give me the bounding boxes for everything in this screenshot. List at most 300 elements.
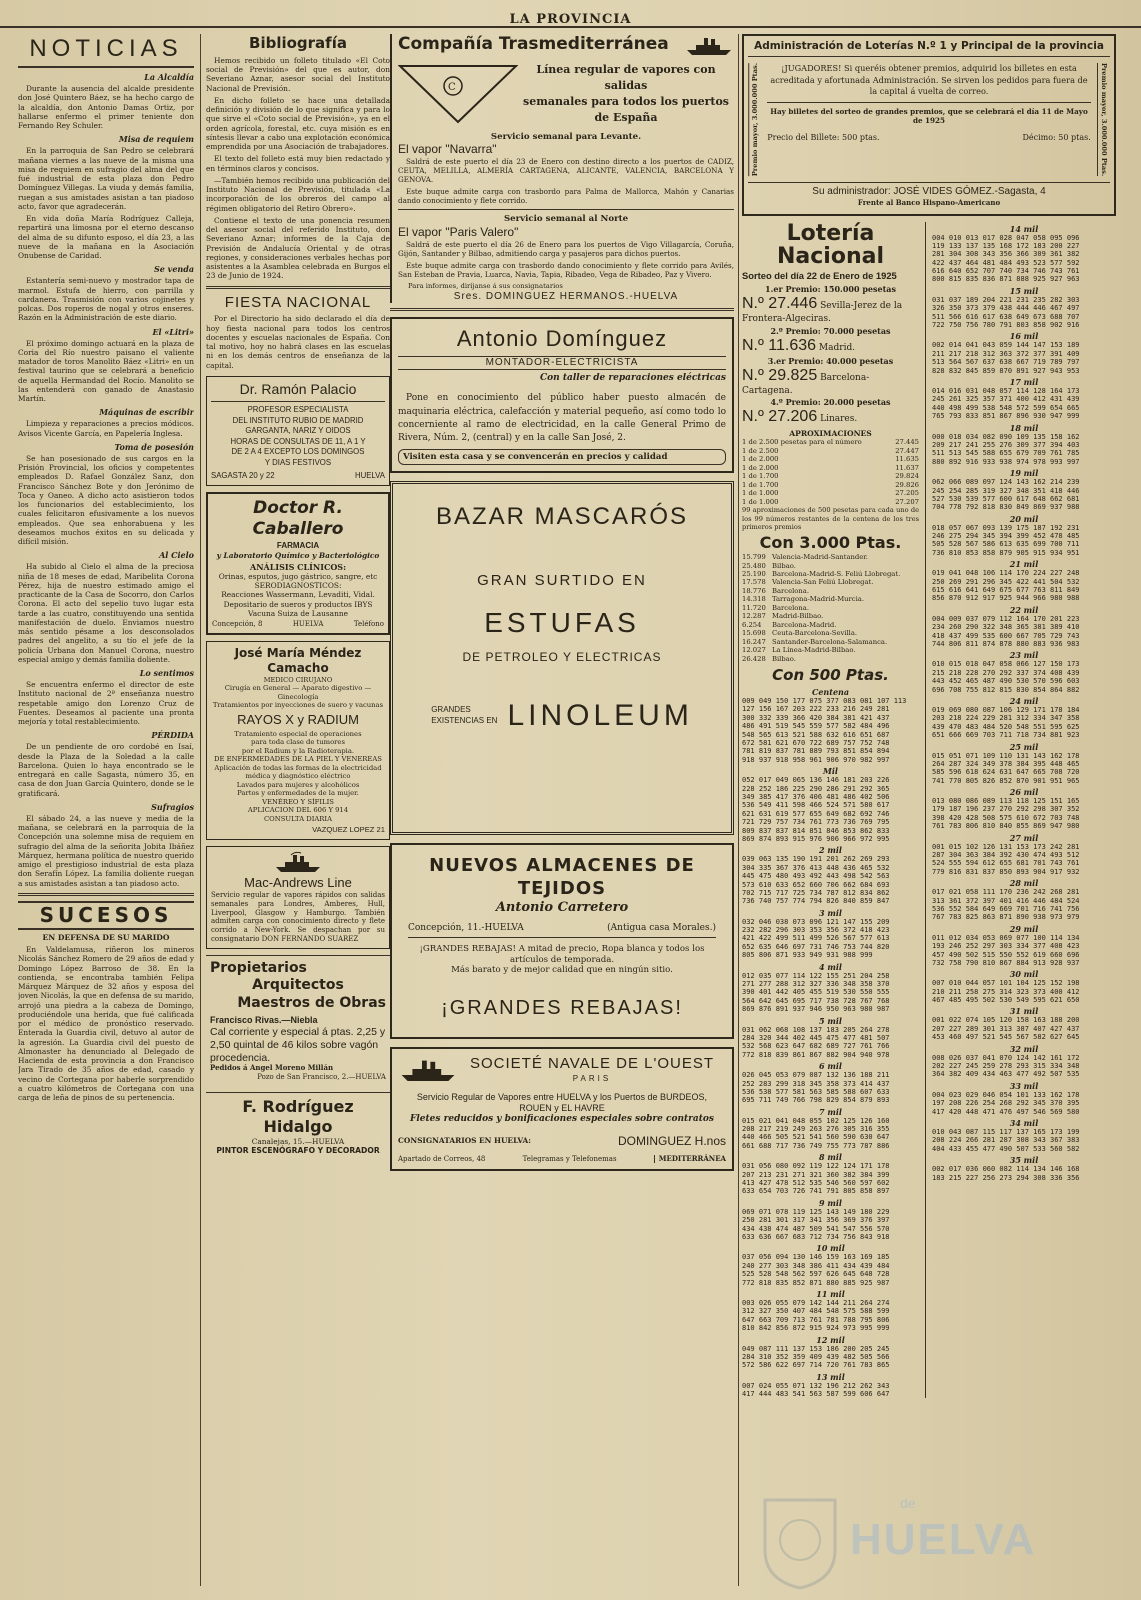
caballero-line: SERODIAGNOSTICOS: [254, 581, 342, 591]
lottery-number-row: 767 783 825 863 871 890 938 973 979 [932, 913, 1080, 922]
con3000-places: La Línea-Madrid-Bilbao. [772, 646, 856, 655]
lottery-number-row: 548 565 613 521 588 632 616 651 687 [742, 730, 890, 739]
lottery-number-row: 696 708 755 812 815 830 854 864 882 [932, 685, 1080, 694]
con3000-number: 18.776 [742, 586, 766, 595]
aproximacion-desc: 1 de 2.000 [742, 463, 779, 472]
aproximacion-desc: 1 de 2.500 [742, 446, 779, 455]
lottery-number-row: 208 224 266 281 287 308 343 367 383 [932, 1136, 1080, 1145]
divider [398, 209, 734, 210]
thousand-label: 17 mil [1009, 377, 1039, 387]
lottery-number-row: 203 218 224 229 281 312 334 347 358 [932, 714, 1080, 723]
mendez-line: VENÉREO Y SÍFILIS [262, 797, 334, 806]
con3000-row [742, 553, 919, 561]
thousand-label: 15 mil [1009, 285, 1039, 296]
lottery-number-row: 019 041 048 106 114 170 224 227 248 [932, 569, 1080, 578]
lottery-number-row: 015 051 071 109 110 131 143 162 178 [932, 751, 1080, 760]
news-text: Ha subido al Cielo el alma de la preciosa niña de 18 meses de edad, Maribelita Corona Pérez, hija de nuestro estimado amigo el practicante de la Casa de Socorro, don Carlos Corona. El acto del sepelio tuvo lugar esta tarde a las cuatro, constituyendo una sentida manifestación de duelo. Enviamos nuestro más sentido pésame a los desconsolados padres del angelito, a su tío el jefe de la policía Urbana don Manuel Corona, nuestro especial amigo y demás familia doliente. [18, 562, 194, 664]
news-text: Limpieza y reparaciones a precios módicos. Avisos Vicente García, en Papelería Inglesa. [18, 419, 194, 438]
pennant-flag-icon [398, 64, 518, 124]
lottery-number-row: 422 437 464 481 484 493 523 577 592 [932, 258, 1080, 267]
lottery-number-row: 246 275 294 345 394 399 452 478 485 [932, 532, 1080, 541]
lottery-number-row: 616 640 652 707 740 734 746 743 761 [932, 267, 1080, 276]
trasme-norte-text: Saldrá de este puerto el día 26 de Enero para los puertos de Vigo Villagarcía, Coruña, Gijón, Santander y Bilbao, admitiendo carga y pasajeros para dichos puertos. [398, 240, 734, 259]
tejidos-old: (Antigua casa Morales.) [607, 922, 716, 933]
lottery-number-row: 304 335 367 376 413 448 436 465 532 [742, 863, 890, 872]
hidalgo-trade: PINTOR ESCENÓGRAFO Y DECORADOR [216, 1145, 380, 1155]
lottery-number-row: 004 023 029 046 054 101 133 162 178 [932, 1090, 1080, 1099]
thousand-label: 8 mil [819, 1152, 842, 1163]
thousand-label: 7 mil [819, 1106, 842, 1117]
admin-text: ¡JUGADORES! Si queréis obtener premios, adquirid los billetes en esta acreditada y afortunada Administración. Se sirven los pedidos para fuera de la capital á vuelta de correo. [770, 63, 1088, 97]
lottery-number-row: 032 046 038 073 096 121 147 155 209 [742, 917, 890, 926]
con3000-row [742, 655, 919, 663]
lottery-number-row: 208 217 219 249 263 276 305 316 355 [742, 1125, 890, 1134]
lottery-number-row: 062 066 089 097 124 143 162 214 239 [932, 478, 1080, 487]
lottery-number-row: 228 252 186 225 290 286 291 292 365 [742, 784, 890, 793]
con3000-row [742, 604, 919, 612]
lottery-number-row: 536 552 584 649 669 701 716 741 756 [932, 904, 1080, 913]
tejidos-sale-text: ¡GRANDES REBAJAS! A mitad de precio, Ropa blanca y todos los artículos de temporada. [419, 943, 705, 965]
steamship-icon [273, 851, 323, 873]
fiesta-title: FIESTA NACIONAL [224, 293, 372, 311]
lottery-number-row: 004 010 013 017 028 047 058 095 096 [932, 233, 1080, 242]
navale-mediterranea: MEDITERRÁNEA [654, 1155, 726, 1164]
trasme-consignee: Sres. DOMINGUEZ HERMANOS.-HUELVA [453, 290, 679, 302]
con3000-places: Santander-Barcelona-Salamanca. [772, 637, 888, 646]
macandrews-name: Mac-Andrews Line [244, 874, 352, 890]
lottery-number-row: 511 513 545 588 655 679 709 761 785 [932, 449, 1080, 458]
svg-text:C: C [448, 81, 456, 93]
trasme-slogan [518, 62, 734, 126]
lottery-number-row: 527 530 539 577 600 617 648 662 681 [932, 494, 1080, 503]
thousand-label: 13 mil [816, 1371, 845, 1382]
thousand-label: Mil [823, 766, 838, 777]
con3000-number: 12.287 [742, 612, 766, 621]
fiesta-text: Por el Directorio ha sido declarado el día de hoy fiesta nacional para todos los centros docentes y escuelas nacionales de España. Con tal motivo, hoy no habrá clases en las escuelas ni en los demás centros de enseñanza de la capital. [206, 314, 390, 370]
ad-nuevos-almacenes [390, 843, 734, 1039]
sucesos-text: En Valdelamusa, riñeron los mineros Nicolás Sánchez Romero de 29 años de edad y Domingo López Barroso de 38. En la contienda, se encontraba también Felipa Márquez Márquez de 32 años y esposa del joven Nicolás, la que en defensa de su marido, arrojó una piedra a la cabeza de Domingo, produciéndole una herida, que fué calificada por el médico de pronóstico reservado. Enterada la Guardia civil, detuvo al autor de la agresión. La Guardia civil del puesto de Almonaster ha denunciado al Delegado de Hacienda de esta provincia a don Francisco Jara Tirado de 35 años de edad, casado y vecino de Cortegana por haberle sorprendido a cuatro kilómetros de Cortegana con una carga de leña de pinos de su pertenencia. [18, 945, 194, 1103]
lottery-number-row: 026 045 053 079 087 132 136 188 211 [742, 1071, 890, 1080]
mendez-line: Aplicación de todas las formas de la electricidad médica y diagnóstico eléctrico [214, 763, 382, 781]
caballero-city: HUELVA [292, 620, 324, 629]
column-ads [390, 34, 734, 1586]
lottery-number-row: 505 528 567 586 613 635 699 700 711 [932, 540, 1080, 549]
lottery-number-row: 250 281 301 317 341 356 369 376 397 [742, 1216, 890, 1225]
lottery-number-row: 621 631 619 577 655 649 682 692 746 [742, 809, 890, 818]
con3000-row [742, 562, 919, 570]
lottery-number-row: 695 711 749 766 798 829 854 879 893 [742, 1096, 890, 1105]
propietarios-seller: Francisco Rivas.—Niebla [210, 1015, 318, 1026]
trasme-slogan-line: de España [594, 110, 658, 124]
lottery-number-row: 264 287 324 349 378 384 395 448 465 [932, 759, 1080, 768]
mendez-line: por el Radium y la Radioterapia. [241, 746, 355, 755]
palacio-city: HUELVA [354, 471, 385, 481]
news-text: Estantería semi-nuevo y mostrador tapa de marmol. Estufa de hierro, con parrilla y cardanera. Trasmisión con varios cojinetes y polcas. Dos roperos de nogal y otros enseres. Razón en la Administración de este diario. [18, 276, 194, 323]
lottery-number-row: 012 035 077 114 122 155 251 204 258 [742, 971, 890, 980]
lottery-number-row: 009 049 150 177 075 377 083 081 107 113 [742, 697, 907, 706]
lottery-number-row: 019 069 080 087 106 129 171 178 184 [932, 705, 1080, 714]
premio1-city: Sevilla-Jerez de la Frontera-Algeciras. [742, 301, 903, 325]
propietarios-address: Pozo de San Francisco, 2.—HUELVA [257, 1072, 386, 1081]
caballero-name: Doctor R. Caballero [252, 498, 344, 540]
navale-consignee: DOMINGUEZ H.nos [617, 1133, 726, 1148]
mendez-line: Cirugía en General — Aparato digestivo — Ginecología [224, 684, 372, 701]
thousand-label: 31 mil [1009, 1006, 1039, 1017]
lottery-number-row: 193 246 252 297 303 334 377 408 423 [932, 942, 1080, 951]
thousand-label: 12 mil [816, 1334, 845, 1345]
trasme-slogan-line: semanales para todos los puertos [523, 94, 729, 108]
con3000-row [742, 595, 919, 603]
con3000-row [742, 570, 919, 578]
mendez-rayos: RAYOS X y RADIUM [237, 711, 359, 727]
news-text: En la parroquia de San Pedro se celebrará mañana viernes a las nueve de la misma una misa de requiem en sufragio del alma del que fué industrial de esta plaza don Pedro Domínguez Villegas. La viuda y demás familia, ruegan a sus amistades asistan a tan piadoso acto, favor que agradecerán. [18, 146, 194, 211]
lottery-number-row: 069 071 078 119 125 143 149 180 229 [742, 1207, 890, 1216]
aproximacion-desc: 1 de 1.700 [742, 480, 779, 489]
lottery-number-row: 003 026 055 079 142 144 211 264 274 [742, 1298, 890, 1307]
con3000-places: Tarragona-Madrid-Murcia. [772, 595, 864, 604]
trasme-slogan-line: Línea regular de vapores con salidas [536, 63, 716, 92]
propietarios-orders: Pedidos á Angel Moreno Millán [210, 1063, 334, 1073]
lottery-number-row: 049 087 111 137 153 186 200 205 245 [742, 1344, 890, 1353]
lottery-number-row: 421 422 499 511 499 526 567 577 613 [742, 934, 890, 943]
thousand-label: 35 mil [1009, 1155, 1039, 1166]
thousand-label: 20 mil [1009, 513, 1039, 524]
aproximacion-number: 29.826 [895, 480, 919, 489]
aproximacion-row [742, 472, 919, 480]
lottery-number-row: 869 874 893 915 976 906 966 972 995 [742, 834, 890, 843]
caballero-line: Reacciones Wassermann, Levaditi, Vidal. [221, 590, 375, 600]
con3000-places: Barcelona. [772, 586, 809, 595]
aproximacion-number: 27.447 [895, 446, 919, 455]
trasme-levante-text: Saldrá de este puerto el día 23 de Enero con destino directo a los puertos de CADIZ, CEUTA, MELILLA, ALMERÍA CARTAGENA, ALICANTE, VALENCIA, BARCELONA Y GENOVA. [398, 157, 734, 185]
aproximacion-desc: 1 de 2.000 [742, 455, 779, 464]
lottery-number-row: 398 420 428 508 575 610 672 703 748 [932, 813, 1080, 822]
con3000-number: 25.190 [742, 570, 766, 578]
lottery-number-row: 781 819 837 781 889 793 851 854 894 [742, 747, 890, 756]
lottery-number-row: 039 063 135 190 191 201 262 269 293 [742, 855, 890, 864]
lottery-number-row: 209 217 241 255 276 309 377 394 403 [932, 440, 1080, 449]
ad-mendez [206, 641, 390, 840]
lottery-number-row: 215 218 228 270 292 337 374 408 439 [932, 668, 1080, 677]
bazar-line2: ESTUFAS [484, 607, 640, 639]
lottery-number-row: 772 818 839 861 867 882 904 940 978 [742, 1050, 890, 1059]
navale-name: SOCIETÉ NAVALE DE L'OUEST [469, 1055, 715, 1073]
caballero-sub: FARMACIA [276, 540, 320, 550]
column-bibliografia [206, 34, 390, 1586]
news-headline: El «Litri» [152, 326, 194, 337]
lottery-number-row: 434 438 474 487 509 541 547 556 570 [742, 1224, 890, 1233]
lottery-number-row: 525 528 548 562 597 626 645 648 728 [742, 1270, 890, 1279]
lottery-number-row: 536 549 411 598 466 524 571 580 617 [742, 801, 890, 810]
palacio-line: DEL INSTITUTO RUBIO DE MADRID [232, 415, 364, 425]
premio4-city: Linares. [820, 413, 858, 424]
aproximacion-row [742, 481, 919, 489]
lottery-number-row: 651 666 669 703 711 718 734 881 923 [932, 731, 1080, 740]
lottery-number-row: 127 156 167 203 222 233 216 249 281 [742, 705, 890, 714]
lottery-number-row: 017 021 058 111 170 236 242 268 281 [932, 888, 1080, 897]
lottery-number-row: 015 021 041 048 055 102 125 126 160 [742, 1116, 890, 1125]
lottery-number-row: 800 815 835 836 871 888 925 927 963 [932, 275, 1080, 284]
bazar-line5: EXISTENCIAS EN [431, 715, 498, 725]
con3000-places: Bilbao. [772, 561, 796, 570]
premio4-number: N.º 27.206 [742, 407, 818, 425]
aproximacion-row [742, 447, 919, 455]
lottery-number-row: 443 452 465 487 490 530 570 596 603 [932, 677, 1080, 686]
lottery-number-row: 672 581 621 670 722 689 757 752 748 [742, 739, 890, 748]
bazar-line3: DE PETROLEO Y ELECTRICAS [462, 650, 662, 665]
thousand-label: 27 mil [1009, 832, 1039, 843]
con3000-row [742, 587, 919, 595]
aproximacion-row [742, 498, 919, 506]
dominguez-visit: Visiten esta casa y se convencerán en precios y calidad [398, 449, 726, 466]
news-text: En vida doña María Rodríguez Calleja, repartirá una limosna por el eterno descanso del alma de su difunto esposo, el día 23, a las nueve de la mañana en la Asociación Onubense de Caridad. [18, 214, 194, 260]
lottery-number-row: 001 015 102 126 131 153 173 242 281 [932, 842, 1080, 851]
aproximaciones-title: APROXIMACIONES [789, 428, 872, 438]
lottery-number-row: 779 816 831 837 850 893 904 917 932 [932, 867, 1080, 876]
hidalgo-address: Canalejas, 15.—HUELVA [251, 1136, 345, 1146]
lottery-number-row: 633 654 703 726 741 791 805 858 897 [742, 1187, 890, 1196]
thousand-label: 9 mil [819, 1197, 842, 1208]
con3000-places: Valencia-Madrid-Santander. [772, 553, 868, 562]
con3000-number: 11.720 [742, 603, 766, 612]
premio2-city: Madrid. [818, 342, 856, 353]
ad-macandrews [206, 846, 390, 949]
lottery-number-row: 736 810 853 858 879 905 915 934 951 [932, 548, 1080, 557]
admin-hay: Hay billetes del sorteo de grandes premios, que se celebrará el día 11 de Mayo de 1925 [770, 106, 1088, 125]
lottery-number-row: 202 227 245 259 278 293 315 334 348 [932, 1062, 1080, 1071]
navale-fletes: Fletes reducidos y bonificaciones especiales sobre contratos [409, 1114, 714, 1125]
lottery-number-row: 284 320 344 402 445 475 477 481 507 [742, 1033, 890, 1042]
lottery-number-row: 772 818 835 852 871 880 885 925 987 [742, 1278, 890, 1287]
caballero-tel: Teléfono [353, 620, 384, 629]
mendez-line: CONSULTA DIARIA [263, 814, 333, 823]
navale-apartado: Apartado de Correos, 48 [398, 1154, 486, 1163]
thousand-label: 29 mil [1009, 923, 1039, 934]
noticias-title: NOTICIAS [18, 34, 194, 68]
divider [206, 286, 390, 289]
con3000-number: 25.480 [742, 561, 766, 570]
con3000-number: 16.247 [742, 637, 766, 646]
thousand-label: 4 mil [819, 961, 842, 972]
lottery-number-row: 404 433 455 477 490 507 533 560 582 [932, 1144, 1080, 1153]
lottery-number-row: 245 254 285 319 327 348 351 418 446 [932, 486, 1080, 495]
lottery-number-row: 197 208 226 254 268 292 345 370 395 [932, 1099, 1080, 1108]
palacio-line: Y DIAS FESTIVOS [264, 457, 332, 467]
ad-administracion-loterias [742, 34, 1116, 216]
ad-bazar-mascaros [390, 481, 734, 835]
lottery-number-row: 271 277 288 312 327 336 348 358 370 [742, 980, 890, 989]
lottery-number-row: 445 475 480 493 492 443 498 542 563 [742, 872, 890, 881]
navale-city: PARIS [572, 1073, 612, 1083]
lottery-number-row: 008 026 037 041 070 124 142 161 172 [932, 1053, 1080, 1062]
admin-price-decimo: Décimo: 50 ptas. [1022, 132, 1091, 142]
lottery-number-row: 732 758 790 810 867 884 913 928 937 [932, 958, 1080, 967]
caballero-head: ANÁLISIS CLÍNICOS: [249, 561, 347, 572]
lottery-number-row: 031 062 068 108 137 183 205 264 278 [742, 1025, 890, 1034]
palacio-name: Dr. Ramón Palacio [239, 380, 357, 397]
con3000-places: Bilbao. [772, 654, 796, 663]
aproximacion-desc: 1 de 1.000 [742, 489, 779, 498]
lottery-number-row: 741 770 805 826 852 870 901 951 965 [932, 776, 1080, 785]
lottery-number-row: 765 793 833 851 867 896 930 947 999 [932, 412, 1080, 421]
con3000-places: Valencia-San Feliú Llobregat. [772, 578, 874, 587]
mendez-lines [211, 684, 385, 709]
mendez-line: Lavados para mujeres y alcohólicos [236, 780, 360, 789]
lottery-number-row: 207 227 289 301 313 387 407 427 437 [932, 1024, 1080, 1033]
news-headline: Lo sentimos [139, 668, 194, 678]
lottery-number-row: 417 444 483 541 563 587 599 606 647 [742, 1390, 890, 1399]
lottery-number-row: 284 310 352 359 409 439 482 505 566 [742, 1352, 890, 1361]
macandrews-text: Servicio regular de vapores rápidos con salidas semanales para Londres, Amberes, Hull, Liverpool, Glasgow y Hamburgo. También admiten carga con conocimiento directo y flete corrido a New-York. Se despachan por su consignatario DON FERNANDO SUAREZ [211, 891, 385, 943]
lottery-number-row: 281 304 308 343 356 366 309 361 382 [932, 250, 1080, 259]
lottery-number-row: 467 485 495 502 530 549 595 621 650 [932, 996, 1080, 1005]
bibliografia-paragraph: Hemos recibido un folleto titulado «El Coto social de Previsión» del que es autor, don Severiano Aznar, asesor social del Instituto Nacional de Previsión. [206, 55, 390, 93]
lottery-number-row: 010 043 087 115 117 137 165 173 199 [932, 1128, 1080, 1136]
con3000-number: 15.799 [742, 553, 766, 562]
mendez-name: José María Méndez Camacho [234, 645, 362, 675]
news-headline: Al Cielo [159, 550, 194, 561]
thousand-label: 11 mil [816, 1288, 845, 1299]
con3000-row [742, 621, 919, 629]
thousand-label: 21 mil [1009, 559, 1039, 570]
lottery-number-row: 869 876 891 937 946 950 963 980 987 [742, 1005, 890, 1014]
mendez-line: Partos y enfermedades de la mujer. [237, 789, 359, 798]
mendez-line: Tratamientos por inyecciones de suero y vacunas [212, 701, 384, 710]
lottery-number-row: 234 260 290 322 348 365 381 389 410 [932, 623, 1080, 632]
admin-frente: Frente al Banco Hispano-Americano [857, 197, 1001, 207]
sucesos-title: SUCESOS [18, 901, 194, 930]
lottery-number-row: 000 018 034 082 090 109 135 158 162 [932, 432, 1080, 441]
news-headline: Se venda [154, 264, 194, 275]
mendez-line: DE ENFERMEDADES DE LA PIEL Y VENEREAS [214, 755, 382, 764]
con3000-title: Con 3.000 Ptas. [759, 533, 902, 553]
lottery-number-row: 326 350 373 379 438 444 446 467 497 [932, 304, 1080, 313]
aproximacion-row [742, 455, 919, 463]
lottery-number-row: 390 401 442 405 455 519 530 550 555 [742, 988, 890, 997]
lottery-number-row: 661 688 717 736 749 755 773 787 886 [742, 1141, 890, 1150]
trasme-norte-head: Servicio semanal al Norte [503, 214, 629, 225]
lottery-number-row: 736 740 757 774 794 826 840 859 847 [742, 897, 890, 906]
lottery-number-row: 856 870 912 917 925 944 966 980 988 [932, 594, 1080, 603]
lottery-number-row: 183 215 227 256 273 294 308 336 356 [932, 1173, 1080, 1182]
aproximacion-number: 11.637 [895, 463, 919, 472]
column-loteria [742, 34, 1116, 1586]
news-text: Durante la ausencia del alcalde presidente don José Quintero Báez, se ha hecho cargo de la alcaldía, don Antonio Damas Ortiz, por hallarse enfermo el primer teniente don Fernando Rey Schuler. [18, 84, 194, 130]
lottery-number-row: 210 211 258 275 314 323 373 400 412 [932, 987, 1080, 996]
lottery-number-row: 018 057 067 093 139 175 187 192 231 [932, 523, 1080, 532]
tejidos-better: Más barato y de mejor calidad que en ningún sitio. [451, 965, 673, 976]
premio1-number: N.º 27.446 [742, 295, 818, 313]
ad-societe-navale [390, 1047, 734, 1171]
lottery-number-row: 037 056 094 130 146 159 163 169 185 [742, 1253, 890, 1262]
lottery-number-row: 647 663 709 713 761 781 788 795 806 [742, 1315, 890, 1324]
dominguez-trade: MONTADOR-ELECTRICISTA [398, 356, 726, 371]
lottery-number-row: 440 466 505 521 541 560 590 630 647 [742, 1133, 890, 1142]
aproximacion-desc: 1 de 1.000 [742, 497, 779, 506]
divider [18, 893, 194, 896]
bibliografia-paragraph: Contiene el texto de una ponencia resumen del asesor social del referido Instituto, don Severiano Aznar; informes de la Caja de Previsión de Andalucía Oriental y de otras regiones, y consideraciones verbales hechas por asistentes a la Asamblea celebrada en Burgos el 23 de Junio de 1924. [206, 215, 390, 281]
tejidos-owner: Antonio Carretero [495, 900, 629, 916]
aproximacion-row [742, 464, 919, 472]
trasme-levante-ship: El vapor "Navarra" [398, 142, 497, 157]
aproximacion-number: 11.635 [895, 455, 919, 464]
tejidos-name: NUEVOS ALMACENES DE TEJIDOS [429, 855, 695, 899]
ad-propietarios [206, 955, 390, 1086]
lottery-number-row: 001 022 074 105 120 158 163 188 200 [932, 1016, 1080, 1025]
lottery-number-row: 633 636 667 683 712 734 756 843 918 [742, 1233, 890, 1241]
admin-side-right: Premio mayor, 3.000.000 Ptas. [1097, 63, 1110, 176]
loteria-section [742, 222, 1116, 1399]
aproximacion-desc: 1 de 1.700 [742, 472, 779, 481]
news-headline: PÉRDIDA [151, 730, 194, 741]
palacio-line: DE 2 A 4 EXCEPTO LOS DOMINGOS [231, 447, 365, 457]
con500-title: Con 500 Ptas. [772, 666, 889, 685]
propietarios-text: Cal corriente y especial á ptas. 2,25 y 2,50 quintal de 46 kilos sobre vagón procedencia. [210, 1026, 386, 1064]
lottery-number-row: 721 729 757 734 761 773 736 769 795 [742, 818, 890, 827]
palacio-line: HORAS DE CONSULTAS DE 11, A 1 Y [230, 436, 366, 446]
lottery-number-row: 011 012 034 053 069 077 100 114 134 [932, 933, 1080, 942]
lottery-number-row: 010 015 018 047 058 066 127 150 173 [932, 660, 1080, 669]
con3000-number: 12.027 [742, 646, 766, 655]
lottery-number-row: 513 564 567 637 638 667 719 789 797 [932, 358, 1080, 367]
bazar-line4: GRANDES [431, 705, 471, 715]
caballero-line: Vacuna Suiza de Lausanne [248, 608, 348, 618]
lottery-number-row: 573 610 633 652 660 706 662 684 693 [742, 880, 890, 889]
masthead: LA PROVINCIA [0, 12, 1141, 28]
ad-caballero [206, 492, 390, 635]
lottery-number-row: 572 586 622 697 714 720 761 783 865 [742, 1361, 890, 1370]
loteria-sorteo: Sorteo del día 22 de Enero de 1925 [742, 269, 897, 281]
palacio-lines [211, 405, 385, 468]
news-text: De un pendiente de oro cordobé en Isaí, desde la Plaza de la Soledad a la calle Barcelona. Quien lo haya encontrado se le entregará en calle Sagasta, número 35, en casa de don Juan García Quintero, donde se le gratificará. [18, 742, 194, 798]
bibliografia-paragraph: En dicho folleto se hace una detallada definición y división de lo que significa y para lo que sirve el «Coto social de Previsión», ya en el orden agrícola, forestal, etc. cuya misión es en síntesis llevar a cabo una explotación económica emprendida por una Asociación de trabajadores. [206, 95, 390, 151]
thousand-label: 18 mil [1009, 422, 1039, 433]
admin-administrator: Su administrador: JOSÉ VIDES GÓMEZ.-Sagasta, 4 [748, 182, 1110, 199]
thousand-label: 28 mil [1009, 878, 1039, 889]
palacio-line: GARGANTA, NARIZ Y OIDOS [245, 426, 351, 436]
news-headline: Toma de posesión [114, 441, 194, 452]
propietarios-title3: Maestros de Obras [237, 994, 386, 1011]
con3000-row [742, 612, 919, 620]
bazar-line1: GRAN SURTIDO EN [477, 572, 647, 590]
thousand-label: 3 mil [819, 907, 842, 918]
aproximacion-number: 27.207 [895, 497, 919, 506]
thousand-label: 14 mil [1009, 223, 1039, 234]
news-text: El próximo domingo actuará en la plaza de Coria del Río nuestro paisano el valiente matador de toros Manolito Báez «Litri» en un festival taurino que se celebrará a beneficio de aquella Hermandad del Rocío. Manolito se las entenderá con ganado de Anastasio Martín. [18, 338, 194, 403]
lottery-number-row: 417 420 448 471 476 497 546 569 580 [932, 1107, 1080, 1116]
lottery-number-row: 250 269 291 296 345 422 441 504 532 [932, 577, 1080, 586]
lottery-number-row: 439 470 483 484 520 548 551 595 625 [932, 722, 1080, 731]
lottery-number-row: 300 332 339 366 420 384 381 421 437 [742, 713, 890, 722]
news-headline: Misa de requiem [118, 134, 194, 145]
admin-title: Administración de Loterías N.º 1 y Principal de la provincia [748, 40, 1110, 57]
lottery-number-row: 761 783 806 810 840 855 869 947 980 [932, 822, 1080, 831]
palacio-line: PROFESOR ESPECIALISTA [247, 405, 349, 415]
noticias-list [18, 72, 194, 888]
tejidos-address: Concepción, 11.-HUELVA [408, 922, 524, 933]
lottery-number-row: 413 427 478 512 535 546 560 597 602 [742, 1179, 890, 1188]
trasme-levante-text2: Este buque admite carga con trasbordo para Palma de Mallorca, Mahón y Canarias dando conocimiento y flete corrido. [398, 187, 734, 206]
steamship-icon [684, 34, 734, 56]
lottery-number-row: 119 133 137 135 168 172 183 200 227 [932, 241, 1080, 250]
aproximacion-desc: 1 de 2.500 pesetas para el número [742, 438, 862, 447]
thousand-label: 2 mil [819, 845, 842, 856]
lottery-number-row: 312 327 350 407 484 548 575 588 599 [742, 1307, 890, 1316]
lottery-number-row: 031 056 080 092 119 122 124 171 178 [742, 1162, 890, 1171]
lottery-number-row: 918 937 918 958 961 906 970 982 997 [742, 755, 890, 764]
dominguez-workshop: Con taller de reparaciones eléctricas [539, 373, 726, 384]
lottery-number-row: 805 806 871 933 949 931 988 999 [742, 951, 873, 960]
